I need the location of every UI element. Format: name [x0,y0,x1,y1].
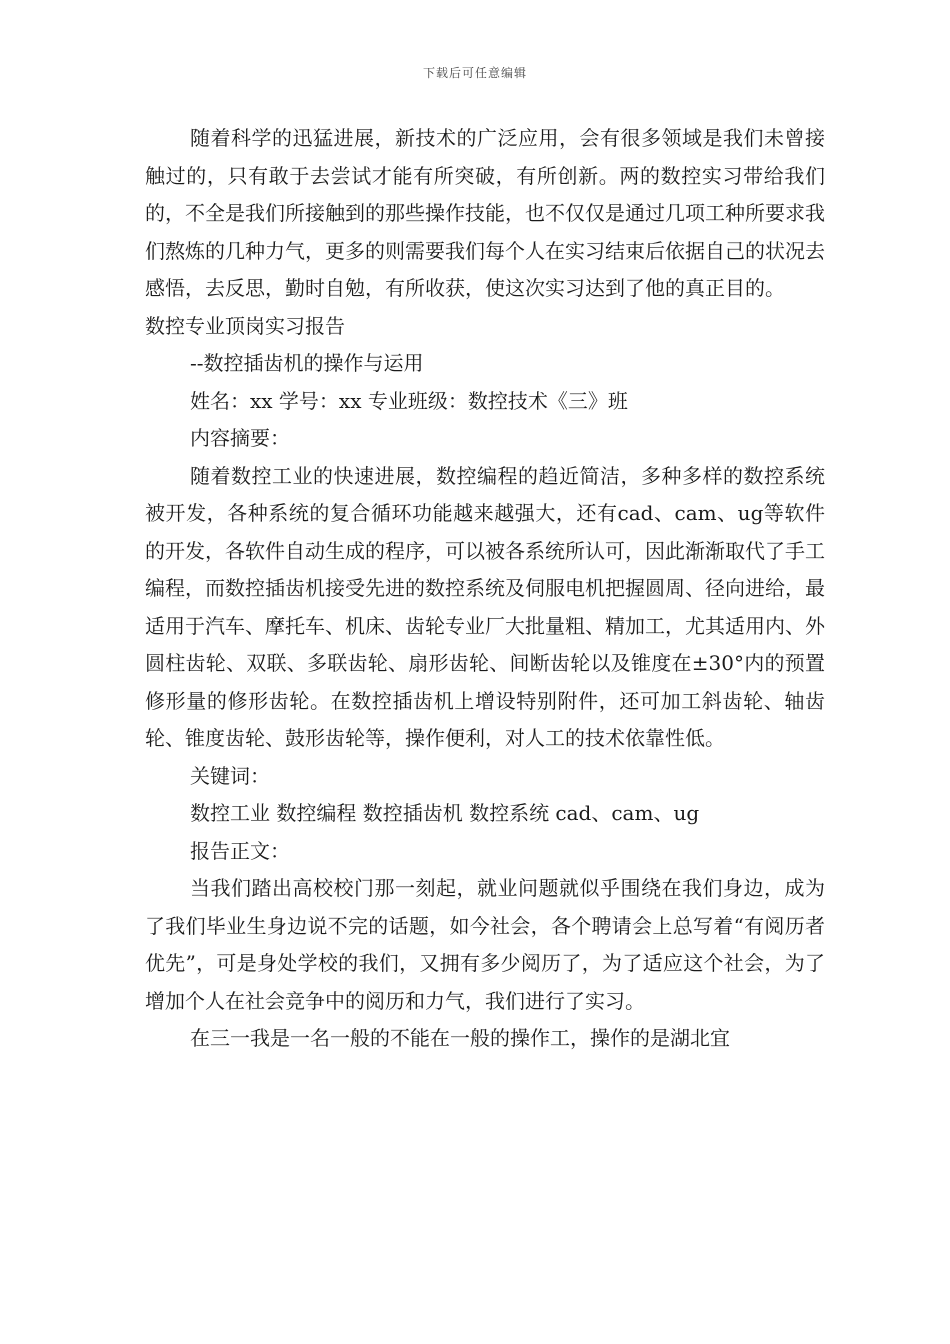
author-info: 姓名：xx 学号：xx 专业班级：数控技术《三》班 [190,388,628,413]
body-paragraph-1: 当我们踏出高校校门那一刻起，就业问题就似乎围绕在我们身边，成为了我们毕业生身边说不完的话题，如今社会，各个聘请会上总写着“有阅历者优先”，可是身处学校的我们，又拥有多少阅历了，为了适应这个社会，为了增加个人在社会竞争中的阅历和力气，我们进行了实习。 [145,876,825,1013]
document-body [145,120,825,1058]
keywords-heading: 关键词： [190,763,270,788]
report-title: 数控专业顶岗实习报告 [145,313,345,338]
abstract-heading: 内容摘要： [190,426,290,450]
abstract-body: 随着数控工业的快速进展，数控编程的趋近简洁，多种多样的数控系统被开发，各种系统的复合循环功能越来越强大，还有cad、cam、ug等软件的开发，各软件自动生成的程序，可以被各系统所认可，因此渐渐取代了手工编程，而数控插齿机接受先进的数控系统及伺服电机把握圆周、径向进给，最适用于汽车、摩托车、机床、齿轮专业厂大批量粗、精加工，尤其适用内、外圆柱齿轮、双联、多联齿轮、扇形齿轮、间断齿轮以及锥度在±30°内的预置修形量的修形齿轮。在数控插齿机上增设特别附件，还可加工斜齿轮、轴齿轮、锥度齿轮、鼓形齿轮等，操作便利，对人工的技术依靠性低。 [145,463,825,750]
paragraph-intro: 随着科学的迅猛进展，新技术的广泛应用，会有很多领域是我们未曾接触过的，只有敢于去尝试才能有所突破，有所创新。两的数控实习带给我们的，不全是我们所接触到的那些操作技能，也不仅仅是通过几项工种所要求我们熬炼的几种力气，更多的则需要我们每个人在实习结束后依据自己的状况去感悟，去反思，勤时自勉，有所收获，使这次实习达到了他的真正目的。 [145,126,825,300]
body-heading: 报告正文： [190,838,290,863]
report-subtitle: --数控插齿机的操作与运用 [190,351,424,375]
body-paragraph-2: 在三一我是一名一般的不能在一般的操作工，操作的是湖北宜 [190,1026,730,1050]
keywords-list: 数控工业 数控编程 数控插齿机 数控系统 cad、cam、ug [190,801,700,825]
page-header: 下载后可任意编辑 [422,66,527,80]
